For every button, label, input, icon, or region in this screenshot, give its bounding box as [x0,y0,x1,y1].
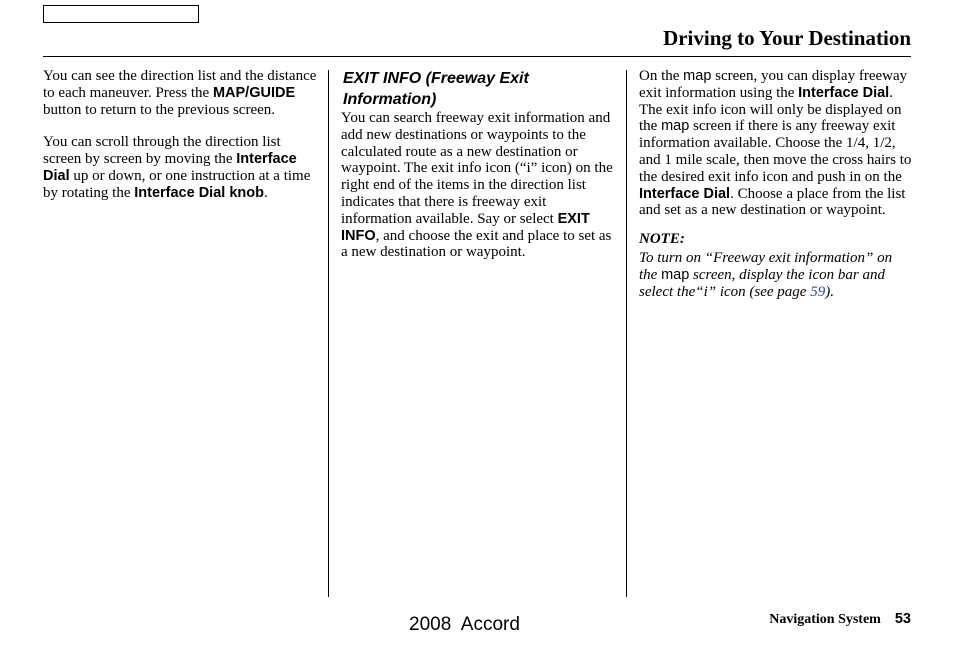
column-1 [43,68,318,202]
exit-info-paragraph [341,110,616,261]
interface-dial-term: Interface Dial [798,84,890,101]
map-term: map [683,68,712,84]
map-guide-button-term: MAP/GUIDE [212,84,296,101]
text-run: You can scroll through the direction list screen by screen by moving the [43,134,281,168]
column-divider-1 [328,70,329,597]
text-run: screen if there is any freeway exit information available. Choose the 1/4, 1/2, and 1 mile scale, then move the cross hairs to the desired exit info icon and push in on the [639,118,912,185]
text-run: up or down, or one instruction at a time by rotating the [43,167,311,201]
column-3 [639,68,914,300]
text-run: screen, display the icon bar and select the“i” icon (see page [639,266,885,300]
text-run: You can see the direction list and the distance to each maneuver. Press the [43,68,317,101]
footer-model: 2008 Accord [409,614,520,635]
header-box [43,5,199,23]
column-2 [341,68,616,261]
map-term: map [661,266,690,283]
header-divider [43,56,911,57]
note-text [639,250,914,300]
text-run: screen, you can display freeway exit information using the [639,68,908,101]
direction-list-paragraph [43,68,318,118]
map-screen-paragraph [639,68,914,219]
footer-system-name: Navigation System [769,612,881,627]
map-term: map [661,118,690,135]
section-heading: EXIT INFO (Freeway Exit Information) [343,70,529,108]
text-run: . Choose a place from the list and set as a new destination or waypoint. [639,185,906,219]
text-run: button to return to the previous screen. [43,101,276,118]
text-run: To turn on “Freeway exit information” on the [639,249,893,283]
text-run: You can search freeway exit information and add new destinations or waypoints to the calculated route as a new destination or waypoint. The exit info icon (“i” icon) on the right end of the items in the direction list indicates that there is freeway exit information available. Say or select [341,110,613,227]
text-run: On the [639,68,684,84]
interface-dial-term: Interface Dial [43,151,297,184]
text-run: ). [825,283,834,300]
footer-info [769,611,911,628]
text-run: . [263,184,268,201]
exit-info-term: EXIT INFO [341,210,590,244]
text-run: . The exit info icon will only be displayed on the [639,84,902,135]
scroll-paragraph [43,134,318,201]
interface-dial-term: Interface Dial [639,185,731,202]
page-reference-link[interactable]: 59 [810,283,826,300]
column-divider-2 [626,70,627,597]
interface-dial-knob-term: Interface Dial knob [134,184,264,201]
page-title: Driving to Your Destination [663,26,911,50]
page-number: 53 [894,611,911,627]
text-run: , and choose the exit and place to set as a new destination or waypoint. [341,227,612,261]
note-label: NOTE: [639,231,685,248]
